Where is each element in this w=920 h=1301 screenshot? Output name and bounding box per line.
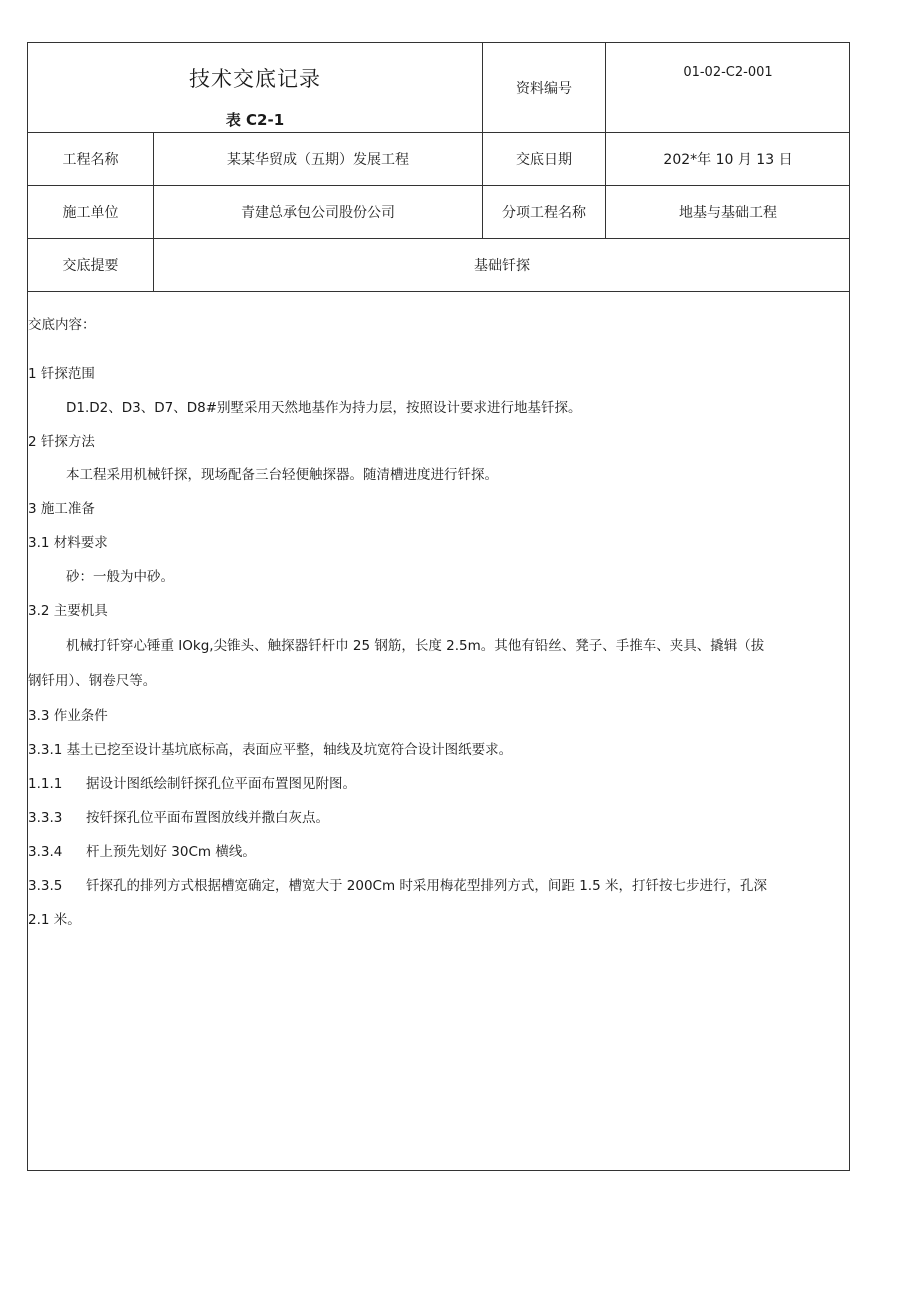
section-3-3-5-number: 3.3.5 (28, 878, 63, 894)
subproject-label-cell (483, 186, 606, 238)
section-3-3-3-text: 按钎探孔位平面布置图放线并撒白灰点。 (86, 810, 329, 826)
unit-label-cell (28, 186, 154, 238)
section-2-title: 2 钎探方法 (28, 434, 95, 450)
section-3-3-3-number: 3.3.3 (28, 810, 63, 826)
date-value-cell (606, 133, 850, 185)
project-value-cell (154, 133, 483, 185)
section-2-text: 本工程采用机械钎探，现场配备三台轻便触探器。随清槽进度进行钎探。 (66, 467, 498, 483)
section-3-3-2-text: 据设计图纸绘制钎探孔位平面布置图见附图。 (86, 776, 356, 792)
section-3-3-4-text: 杆上预先划好 30Cm 横线。 (86, 844, 256, 860)
content-heading: 交底内容： (28, 317, 96, 333)
date-label-cell (483, 133, 606, 185)
page-title: 技术交底记录 (189, 67, 321, 91)
subproject-label: 分项工程名称 (502, 205, 586, 221)
section-3-1-title: 3.1 材料要求 (28, 535, 108, 551)
unit-value-cell (154, 186, 483, 238)
section-3-3-title: 3.3 作业条件 (28, 708, 108, 724)
section-3-3-5 (28, 874, 767, 894)
section-1-text: D1.D2、D3、D7、D8#别墅采用天然地基作为持力层，按照设计要求进行地基钎探。 (66, 400, 582, 416)
section-3-3-3 (28, 806, 329, 826)
summary-label: 交底提要 (62, 258, 119, 274)
section-3-3-2 (28, 772, 356, 792)
technical-disclosure-form (27, 42, 850, 1171)
subproject-value-cell (606, 186, 850, 238)
section-3-2-title: 3.2 主要机具 (28, 603, 108, 619)
code-value: 01-02-C2-001 (683, 65, 773, 80)
section-1-title: 1 钎探范围 (28, 366, 95, 382)
project-label: 工程名称 (62, 152, 119, 168)
section-3-3-2-number: 1.1.1 (28, 776, 63, 792)
summary-row (28, 239, 849, 292)
project-label-cell (28, 133, 154, 185)
date-label: 交底日期 (516, 152, 572, 168)
section-3-3-1: 3.3.1 基土已挖至设计基坑底标高，表面应平整，轴线及坑宽符合设计图纸要求。 (28, 742, 513, 758)
form-number: 表 C2-1 (225, 111, 285, 129)
unit-label: 施工单位 (62, 205, 119, 221)
section-3-3-5-text-b: 2.1 米。 (28, 912, 81, 928)
header-row (28, 43, 849, 133)
section-3-2-text-a: 机械打钎穿心锤重 IOkg,尖锥头、触探器钎杆巾 25 钢筋，长度 2.5m。其他有铅丝、凳子、手推车、夹具、撬辑（拔 (66, 638, 765, 654)
summary-value: 基础钎探 (474, 258, 530, 274)
summary-label-cell (28, 239, 154, 291)
section-3-3-5-text: 钎探孔的排列方式根据槽宽确定，槽宽大于 200Cm 时采用梅花型排列方式，间距 1.5 米，打钎按七步进行，孔深 (86, 878, 767, 894)
date-value: 202*年 10 月 13 日 (663, 152, 793, 168)
code-label-cell (483, 43, 606, 132)
unit-value: 青建总承包公司股份公司 (241, 205, 395, 221)
section-3-title: 3 施工准备 (28, 501, 95, 517)
section-3-3-4 (28, 840, 256, 860)
project-row (28, 133, 849, 186)
section-3-3-4-number: 3.3.4 (28, 844, 63, 860)
unit-row (28, 186, 849, 239)
subproject-value: 地基与基础工程 (679, 205, 777, 221)
project-value: 某某华贸成（五期）发展工程 (227, 152, 409, 168)
code-value-cell (606, 43, 850, 132)
summary-value-cell (154, 239, 850, 291)
section-3-1-text: 砂：一般为中砂。 (66, 569, 174, 585)
code-label: 资料编号 (516, 80, 572, 97)
section-3-2-text-b: 钢钎用）、钢卷尺等。 (28, 673, 157, 689)
title-cell (28, 43, 483, 132)
